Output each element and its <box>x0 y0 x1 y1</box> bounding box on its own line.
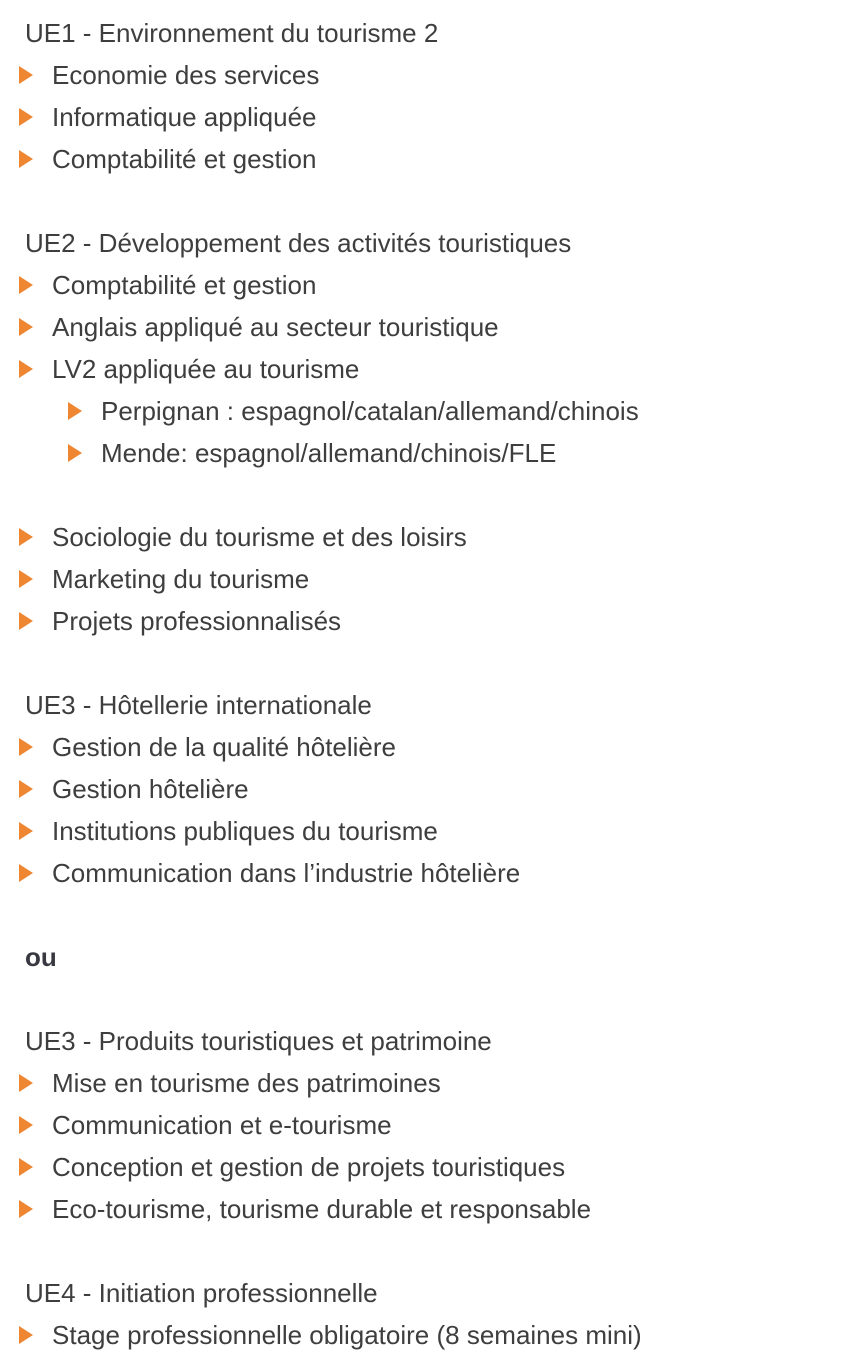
section-item-list <box>0 1062 848 1230</box>
arrow-right-icon <box>19 150 33 168</box>
list-item <box>0 1104 848 1146</box>
list-item-label: Projets professionnalisés <box>52 606 342 636</box>
arrow-right-icon <box>19 570 33 588</box>
arrow-right-icon <box>19 1158 33 1176</box>
section-ue1 <box>0 12 848 180</box>
section-item-list <box>0 726 848 894</box>
arrow-right-icon <box>19 1326 33 1344</box>
arrow-right-icon <box>19 276 33 294</box>
sub-list-item <box>0 390 848 432</box>
or-separator-label: ou <box>25 942 57 972</box>
list-item <box>0 306 848 348</box>
list-item <box>0 348 848 390</box>
list-item-label: Economie des services <box>52 60 320 90</box>
sub-list-item-label: Mende: espagnol/allemand/chinois/FLE <box>101 438 557 468</box>
sub-list-item-label: Perpignan : espagnol/catalan/allemand/chinois <box>101 396 639 426</box>
list-item <box>0 516 848 558</box>
or-separator-block <box>0 936 848 978</box>
section-item-list <box>0 516 848 642</box>
list-item-label: Eco-tourisme, tourisme durable et responsable <box>52 1194 592 1224</box>
arrow-right-icon <box>19 1116 33 1134</box>
list-item <box>0 1146 848 1188</box>
arrow-right-icon <box>19 318 33 336</box>
arrow-right-icon <box>19 864 33 882</box>
list-item-label: LV2 appliquée au tourisme <box>52 354 360 384</box>
list-item-label: Comptabilité et gestion <box>52 144 317 174</box>
section-ue3-produits <box>0 1020 848 1230</box>
list-item <box>0 96 848 138</box>
arrow-right-icon <box>68 402 82 420</box>
section-heading: UE3 - Produits touristiques et patrimoine <box>25 1026 492 1056</box>
section-ue2 <box>0 222 848 474</box>
list-item <box>0 1062 848 1104</box>
arrow-right-icon <box>19 108 33 126</box>
arrow-right-icon <box>19 738 33 756</box>
list-item-label: Marketing du tourisme <box>52 564 310 594</box>
list-item-label: Informatique appliquée <box>52 102 317 132</box>
list-item-label: Sociologie du tourisme et des loisirs <box>52 522 467 552</box>
section-ue4 <box>0 1272 848 1356</box>
list-item-label: Comptabilité et gestion <box>52 270 317 300</box>
list-item-label: Communication dans l’industrie hôtelière <box>52 858 521 888</box>
list-item <box>0 600 848 642</box>
section-heading: UE4 - Initiation professionnelle <box>25 1278 378 1308</box>
list-item-label: Gestion de la qualité hôtelière <box>52 732 397 762</box>
list-item-label: Stage professionnelle obligatoire (8 semaines mini) <box>52 1320 642 1350</box>
list-item-label: Anglais appliqué au secteur touristique <box>52 312 499 342</box>
list-item-label: Communication et e-tourisme <box>52 1110 392 1140</box>
list-item <box>0 54 848 96</box>
section-ue2-continued <box>0 516 848 642</box>
list-item <box>0 726 848 768</box>
arrow-right-icon <box>19 822 33 840</box>
arrow-right-icon <box>19 360 33 378</box>
list-item-label: Conception et gestion de projets touristiques <box>52 1152 566 1182</box>
list-item-label: Mise en tourisme des patrimoines <box>52 1068 441 1098</box>
list-item <box>0 852 848 894</box>
section-item-list <box>0 1314 848 1356</box>
arrow-right-icon <box>19 612 33 630</box>
sub-list-item <box>0 432 848 474</box>
section-heading: UE1 - Environnement du tourisme 2 <box>25 18 439 48</box>
section-item-list <box>0 264 848 474</box>
arrow-right-icon <box>19 66 33 84</box>
list-item <box>0 1314 848 1356</box>
arrow-right-icon <box>19 528 33 546</box>
section-heading: UE3 - Hôtellerie internationale <box>25 690 372 720</box>
list-item <box>0 558 848 600</box>
arrow-right-icon <box>19 1200 33 1218</box>
section-heading: UE2 - Développement des activités touristiques <box>25 228 572 258</box>
arrow-right-icon <box>19 1074 33 1092</box>
list-item <box>0 768 848 810</box>
list-item-label: Institutions publiques du tourisme <box>52 816 438 846</box>
list-item <box>0 810 848 852</box>
list-item <box>0 1188 848 1230</box>
section-item-list <box>0 54 848 180</box>
arrow-right-icon <box>68 444 82 462</box>
section-ue3-hotellerie <box>0 684 848 894</box>
list-item <box>0 264 848 306</box>
list-item-label: Gestion hôtelière <box>52 774 249 804</box>
arrow-right-icon <box>19 780 33 798</box>
list-item <box>0 138 848 180</box>
